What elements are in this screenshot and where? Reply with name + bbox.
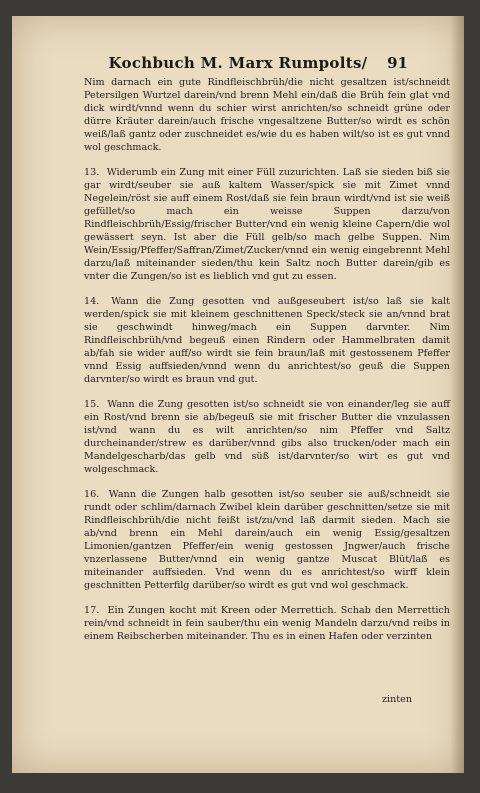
paragraph-number: 14.: [84, 296, 100, 307]
recipe-text: [84, 76, 450, 655]
paragraph-number: 16.: [84, 489, 100, 500]
paragraph-number: 17.: [84, 605, 100, 616]
book-page: [12, 16, 464, 773]
page-edge-shadow: [450, 16, 464, 773]
recipe-paragraph: [84, 604, 450, 643]
catchword: zinten: [381, 694, 412, 705]
paragraph-text: Ein Zungen kocht mit Kreen oder Merrettich. Schab den Merrettich rein/vnd schneidt in fein sauber/thu ein wenig Mandeln darzu/vnd reibs in einem Reibscherben miteinander. Thu es in einen Hafen oder verzinten: [84, 605, 450, 642]
paragraph-text: Widerumb ein Zung mit einer Füll zuzurichten. Laß sie sieden biß sie gar wirdt/seuber sie auß kaltem Wasser/spick sie mit Zimet vnnd Negelein/röst sie auff einem Rost/daß sie fein braun wirdt/vnd ist sie weiß gefüllet/so mach ein weisse Suppen darzu/von Rindfleischbrüh/Essig/frischer Butter/vnd ein wenig kleine Capern/die wol gewässert seyn. Ist aber die Füll gelb/so mach gelbe Suppen. Nim Wein/Essig/Pfeffer/Saffran/Zimet/Zucker/vnnd ein wenig eingebrennt Mehl darzu/laß miteinander sieden/thu kein Saltz noch Butter darein/gib es vnter die Zungen/so ist es lieblich vnd gut zu essen.: [84, 167, 450, 282]
recipe-paragraph: [84, 488, 450, 592]
recipe-paragraph: [84, 295, 450, 386]
recipe-paragraph: [84, 166, 450, 283]
paragraph-text: Wann die Zungen halb gesotten ist/so seuber sie auß/schneidt sie rundt oder schlim/darnach Zwibel klein darüber geschnitten/setze sie mit Rindfleischbrüh/die nicht feißt ist/zu/vnd laß darmit sieden. Mach sie ab/vnd brenn ein Mehl darein/auch ein wenig Essig/gesaltzen Limonien/gantzen Pfeffer/ein wenig gestossen Jngwer/auch frische vnzerlassene Butter/vnnd ein wenig gantze Muscat Blüt/laß es miteinander auffsieden. Vnd wenn du es anrichtest/so wirff klein geschnitten Petterfilg darüber/so wirdt es gut vnd wol geschmack.: [84, 489, 450, 591]
paragraph-number: 13.: [84, 167, 100, 178]
running-title: Kochbuch M. Marx Rumpolts/: [108, 54, 368, 72]
running-head: [12, 54, 464, 72]
recipe-paragraph: [84, 76, 450, 154]
paragraph-number: 15.: [84, 399, 100, 410]
paragraph-text: Wann die Zung gesotten ist/so schneidt sie von einander/leg sie auff ein Rost/vnd brenn sie ab/begeuß sie mit frischer Butter die vnzulassen ist/vnd wann du es wilt anrichten/so nim Pfeffer vnd Saltz durcheinander/strew es darüber/vnnd gibs also trucken/oder mach ein Mandelgescharb/das gelb vnd süß ist/darvnter/so wirt es gut vnd wolgeschmack.: [84, 399, 450, 475]
paragraph-text: Nim darnach ein gute Rindfleischbrüh/die nicht gesaltzen ist/schneidt Petersilgen Wurtzel darein/vnd brenn Mehl ein/daß die Brüh fein glat vnd dick wirdt/vnnd wenn du schier wirst anrichten/so schneidt grüne oder dürre Kräuter darein/auch frische vngesaltzene Butter/so wirdt es schön weiß/laß gantz oder zuschneidet es/wie du es haben wilt/so ist es gut vnnd wol geschmack.: [84, 77, 450, 153]
paragraph-text: Wann die Zung gesotten vnd außgeseubert ist/so laß sie kalt werden/spick sie mit kleinem geschnittenen Speck/steck sie an/vnnd brat sie geschwindt hinweg/mach ein Suppen darvnter. Nim Rindfleischbrüh/vnd begeuß einen Rindern oder Hammelbraten damit ab/fah sie wider auff/so wirdt sie fein braun/laß mit gestossenem Pfeffer vnnd Essig auffsieden/vnnd wenn du anrichtest/so geuß die Suppen darvnter/so wirdt es braun vnd gut.: [84, 296, 450, 385]
recipe-paragraph: [84, 398, 450, 476]
page-number: 91: [387, 54, 408, 72]
